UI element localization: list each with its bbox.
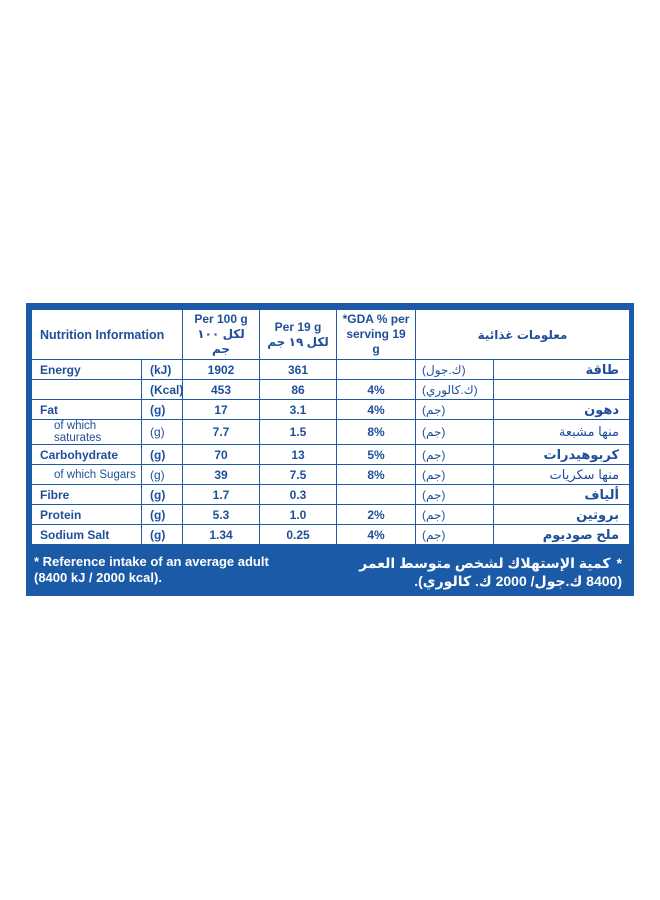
per100-ar: لكل ١٠٠ جم [197,327,245,356]
nutrition-panel [26,303,634,596]
footnote-en-line2: (8400 kJ / 2000 kcal). [34,570,162,585]
value-per-19g: 0.25 [260,525,337,545]
unit-en: (g) [142,400,183,420]
footnote-ar-line1: كمية الإستهلاك لشخص متوسط العمر [359,555,611,571]
per100-en: Per 100 g [194,312,248,326]
value-per-19g: 13 [260,445,337,465]
unit-ar: (جم) [416,420,494,445]
unit-ar: (جم) [416,505,494,525]
unit-ar: (جم) [416,465,494,485]
value-gda: 5% [337,445,416,465]
footnote-ar-star: * [616,555,622,571]
nutrient-name-en: Fibre [32,485,142,505]
title-en: Nutrition Information [32,310,183,360]
nutrient-name-ar: منها سكريات [494,465,630,485]
title-ar: معلومات غذائية [416,310,630,360]
nutrient-name-ar: منها مشبعة [494,420,630,445]
nutrient-name-en: of which Sugars [32,465,142,485]
nutrient-name-ar: ملح صوديوم [494,525,630,545]
value-per-100g: 39 [183,465,260,485]
value-gda [337,485,416,505]
value-per-19g: 361 [260,360,337,380]
footnote-en [34,554,269,586]
value-gda: 4% [337,380,416,400]
unit-ar: (جم) [416,445,494,465]
gda-line1: *GDA % per [342,312,410,326]
value-gda: 4% [337,525,416,545]
value-gda [337,360,416,380]
value-per-100g: 70 [183,445,260,465]
table-header-row [32,310,630,360]
unit-en: (g) [142,465,183,485]
nutrient-name-ar: ألياف [494,485,630,505]
value-per-100g: 17 [183,400,260,420]
nutrient-name-ar: دهون [494,400,630,420]
value-per-19g: 86 [260,380,337,400]
footnote-en-line1: * Reference intake of an average adult [34,554,269,569]
nutrient-name-ar: بروتين [494,505,630,525]
value-per-100g: 1.34 [183,525,260,545]
value-per-100g: 5.3 [183,505,260,525]
gda-header [337,310,416,360]
per19-ar: لكل ١٩ جم [267,334,329,349]
table-row [32,525,630,545]
nutrient-name-ar: كربوهيدرات [494,445,630,465]
value-per-19g: 1.5 [260,420,337,445]
gda-line2: serving 19 g [346,327,406,356]
per100-header [183,310,260,360]
unit-en: (g) [142,525,183,545]
value-gda: 8% [337,420,416,445]
per19-header [260,310,337,360]
value-per-100g: 1.7 [183,485,260,505]
value-gda: 2% [337,505,416,525]
value-gda: 8% [337,465,416,485]
table-row [32,400,630,420]
value-per-100g: 453 [183,380,260,400]
table-row [32,485,630,505]
nutrient-name-ar: طاقة [494,360,630,380]
value-per-100g: 7.7 [183,420,260,445]
table-row [32,380,630,400]
nutrient-name-ar [494,380,630,400]
value-per-100g: 1902 [183,360,260,380]
nutrient-name-en: Protein [32,505,142,525]
table-row [32,505,630,525]
nutrient-name-en [32,380,142,400]
nutrient-name-en: Carbohydrate [32,445,142,465]
unit-ar: (جم) [416,485,494,505]
footnote-ar-line2: (8400 ك.جول/ 2000 ك. كالوري). [414,573,622,589]
unit-en: (Kcal) [142,380,183,400]
table-row [32,465,630,485]
unit-en: (kJ) [142,360,183,380]
value-per-19g: 1.0 [260,505,337,525]
unit-ar: (ك.كالوري) [416,380,494,400]
table-row [32,360,630,380]
table-row [32,420,630,445]
per19-en: Per 19 g [274,319,322,334]
nutrient-name-en: Energy [32,360,142,380]
table-row [32,445,630,465]
nutrient-name-en: Sodium Salt [32,525,142,545]
nutrient-name-en: of which saturates [32,420,142,445]
footnote-ar [359,554,622,590]
unit-ar: (ك.جول) [416,360,494,380]
nutrition-table [31,309,630,545]
unit-en: (g) [142,485,183,505]
value-per-19g: 7.5 [260,465,337,485]
nutrient-name-en: Fat [32,400,142,420]
unit-en: (g) [142,445,183,465]
unit-ar: (جم) [416,400,494,420]
unit-en: (g) [142,420,183,445]
value-gda: 4% [337,400,416,420]
value-per-19g: 0.3 [260,485,337,505]
value-per-19g: 3.1 [260,400,337,420]
unit-en: (g) [142,505,183,525]
unit-ar: (جم) [416,525,494,545]
